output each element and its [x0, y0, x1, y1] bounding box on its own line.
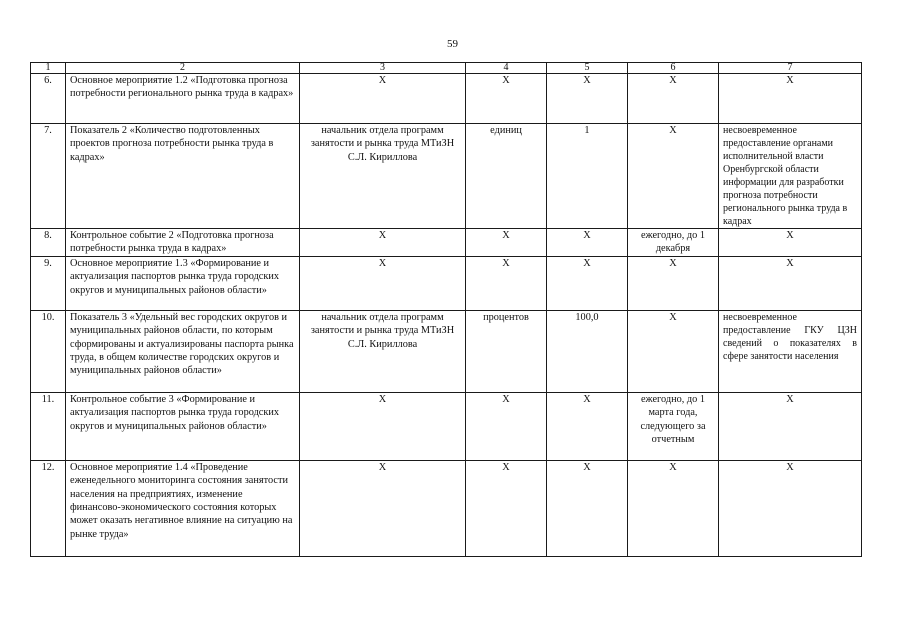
header-cell: 1 [31, 63, 66, 74]
row-note: несвоевременное предоставление органами исполнительной власти Оренбургской области информации для разработки прогноза потребности регионального рынка труда в кадрах [719, 124, 862, 229]
row-unit: Х [466, 256, 547, 310]
row-responsible: начальник отдела программ занятости и рынка труда МТиЗН С.Л. Кириллова [300, 124, 466, 229]
row-note: несвоевременное предоставление ГКУ ЦЗН сведений о показателях в сфере занятости населения [719, 310, 862, 392]
row-name: Контрольное событие 2 «Подготовка прогноза потребности рынка труда в кадрах» [66, 229, 300, 257]
row-unit: Х [466, 74, 547, 124]
table-row [31, 256, 862, 310]
header-cell: 5 [547, 63, 628, 74]
row-unit: Х [466, 460, 547, 556]
row-name: Контрольное событие 3 «Формирование и актуализация паспортов рынка труда городских округов и муниципальных районов области» [66, 392, 300, 460]
table-row [31, 229, 862, 257]
row-term: ежегодно, до 1 декабря [628, 229, 719, 257]
row-unit: Х [466, 392, 547, 460]
row-name: Показатель 3 «Удельный вес городских округов и муниципальных районов области, по которым сформированы и актуализированы паспорта рынка труда, в общем количестве городских округов и муниципальных районов области» [66, 310, 300, 392]
row-responsible: Х [300, 229, 466, 257]
header-cell: 3 [300, 63, 466, 74]
row-term: Х [628, 74, 719, 124]
table-row [31, 124, 862, 229]
row-value: Х [547, 256, 628, 310]
header-cell: 6 [628, 63, 719, 74]
row-note: Х [719, 229, 862, 257]
page-number: 59 [447, 38, 458, 50]
row-number: 8. [31, 229, 66, 257]
row-note: Х [719, 256, 862, 310]
table-row [31, 392, 862, 460]
row-value: 1 [547, 124, 628, 229]
row-responsible: Х [300, 74, 466, 124]
table-row [31, 310, 862, 392]
row-number: 9. [31, 256, 66, 310]
row-value: Х [547, 74, 628, 124]
header-row [31, 63, 862, 74]
row-responsible: Х [300, 392, 466, 460]
row-name: Основное мероприятие 1.3 «Формирование и актуализация паспортов рынка труда городских округов и муниципальных районов области» [66, 256, 300, 310]
row-term: Х [628, 310, 719, 392]
row-term: Х [628, 256, 719, 310]
row-number: 6. [31, 74, 66, 124]
row-name: Основное мероприятие 1.4 «Проведение еженедельного мониторинга состояния занятости населения на предприятиях, изменение финансово-экономического состояния которых может оказать негативное влияние на ситуацию на рынке труда» [66, 460, 300, 556]
row-value: Х [547, 229, 628, 257]
header-cell: 7 [719, 63, 862, 74]
row-name: Показатель 2 «Количество подготовленных проектов прогноза потребности рынка труда в кадрах» [66, 124, 300, 229]
row-number: 7. [31, 124, 66, 229]
row-number: 11. [31, 392, 66, 460]
row-value: Х [547, 392, 628, 460]
row-responsible: начальник отдела программ занятости и рынка труда МТиЗН С.Л. Кириллова [300, 310, 466, 392]
row-unit: процентов [466, 310, 547, 392]
row-term: Х [628, 460, 719, 556]
row-value: 100,0 [547, 310, 628, 392]
header-cell: 2 [66, 63, 300, 74]
row-unit: Х [466, 229, 547, 257]
activities-table [30, 62, 862, 557]
row-note: Х [719, 460, 862, 556]
row-number: 12. [31, 460, 66, 556]
row-term: Х [628, 124, 719, 229]
table-row [31, 460, 862, 556]
table-row [31, 74, 862, 124]
row-responsible: Х [300, 460, 466, 556]
row-note: Х [719, 392, 862, 460]
row-name: Основное мероприятие 1.2 «Подготовка прогноза потребности регионального рынка труда в кадрах» [66, 74, 300, 124]
row-responsible: Х [300, 256, 466, 310]
row-unit: единиц [466, 124, 547, 229]
row-value: Х [547, 460, 628, 556]
row-number: 10. [31, 310, 66, 392]
row-note: Х [719, 74, 862, 124]
header-cell: 4 [466, 63, 547, 74]
row-term: ежегодно, до 1 марта года, следующего за отчетным [628, 392, 719, 460]
